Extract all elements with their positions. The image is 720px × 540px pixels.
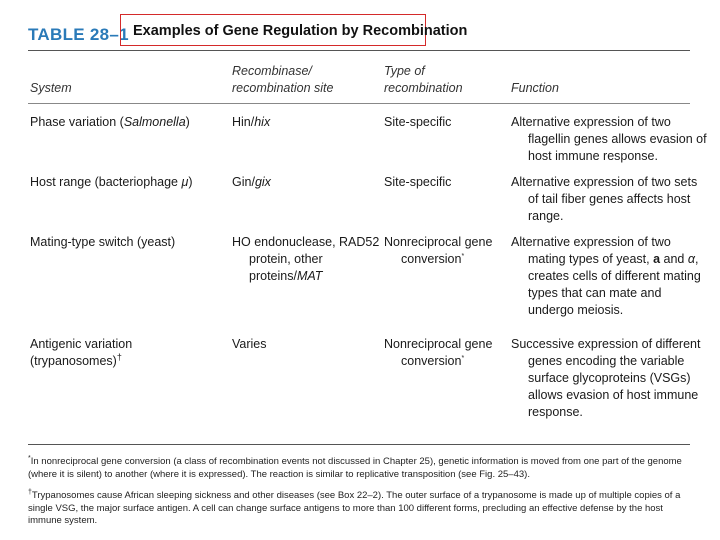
row-3-mating-type-alpha: α [687, 252, 695, 266]
col-header-system: System [30, 81, 72, 95]
row-4-system-text: Antigenic variation (trypanosomes) [30, 337, 133, 368]
row-3-mating-type-a: a [653, 252, 661, 266]
row-2-system-phage: μ [181, 175, 189, 189]
footnote-dagger [28, 490, 688, 528]
row-2-system [30, 174, 225, 191]
row-3-function [511, 234, 710, 319]
row-3-type-text: Nonreciprocal gene conversion [384, 235, 493, 266]
top-rule [28, 50, 690, 51]
bottom-rule [28, 444, 690, 445]
row-2-system-close: ) [188, 175, 193, 189]
row-3-function-rest: , creates cells of different mating types that can mate and undergo meiosis. [528, 252, 701, 317]
col-header-type-line1: Type of [384, 64, 425, 78]
row-3-function-text: Alternative expression of two mating types of yeast, [511, 235, 671, 266]
row-1-recombinase-text: Hin/ [232, 115, 255, 129]
col-header-recombinase-line1: Recombinase/ [232, 64, 312, 78]
col-header-recombinase [232, 63, 382, 97]
header-rule [28, 103, 690, 104]
row-3-function-and: and [660, 252, 688, 266]
row-2-type: Site-specific [384, 175, 452, 189]
table-title: Examples of Gene Regulation by Recombination [133, 23, 468, 39]
row-1-system-organism: Salmonella [123, 115, 186, 129]
row-4-recombinase: Varies [232, 337, 267, 351]
row-4-footnote-mark-2: * [461, 354, 465, 362]
row-4-footnote-mark: † [116, 351, 122, 362]
col-header-recombinase-line2: recombination site [232, 81, 334, 95]
row-2-recombinase-text: Gin/ [232, 175, 255, 189]
col-header-type [384, 63, 506, 97]
row-3-type [384, 234, 523, 268]
row-2-function: Alternative expression of two sets of tail fiber genes affects host range. [511, 175, 698, 223]
row-4-system [30, 336, 225, 370]
row-1-system [30, 114, 225, 131]
table-label: TABLE 28–1 [28, 25, 129, 44]
row-1-type: Site-specific [384, 115, 452, 129]
footnote-star [28, 456, 688, 481]
row-2-recombinase [232, 174, 382, 191]
row-3-recombinase [232, 234, 399, 285]
row-2-recombination-site: gix [254, 175, 271, 189]
col-header-type-line2: recombination [384, 81, 463, 95]
row-4-type [384, 336, 523, 370]
row-3-recombination-site: MAT [296, 269, 323, 283]
footnote-star-mark: * [28, 454, 31, 462]
row-3-footnote-mark: * [461, 252, 465, 260]
row-1-recombinase [232, 114, 382, 131]
row-3-recombinase-text: HO endonuclease, RAD52 protein, other proteins/ [232, 235, 380, 283]
row-3-system: Mating-type switch (yeast) [30, 235, 176, 249]
row-2-system-text: Host range (bacteriophage [30, 175, 182, 189]
footnote-dagger-text: Trypanosomes cause African sleeping sickness and other diseases (see Box 22–2). The outer surface of a trypanosome is made up of multiple copies of a single VSG, the major surface antigen. A cell can change surface antigens to more than 100 different forms, precluding an effective defense by the host immune system. [28, 490, 681, 526]
row-4-function: Successive expression of different genes encoding the variable surface glycoproteins (VSGs) allows evasion of host immune response. [511, 337, 701, 419]
footnote-dagger-mark: † [28, 488, 32, 496]
col-header-function: Function [511, 81, 559, 95]
table-header [28, 22, 135, 48]
row-1-function: Alternative expression of two flagellin genes allows evasion of host immune response. [511, 115, 707, 163]
row-1-system-text: Phase variation ( [30, 115, 124, 129]
footnote-star-text: In nonreciprocal gene conversion (a class of recombination events not discussed in Chapter 25), genetic information is moved from one part of the genome (where it is silent) to another (where it is expressed). The reaction is similar to replicative transposition (see Fig. 25–43). [28, 456, 682, 480]
row-4-type-text: Nonreciprocal gene conversion [384, 337, 493, 368]
row-1-system-close: ) [185, 115, 190, 129]
row-1-recombination-site: hix [254, 115, 271, 129]
